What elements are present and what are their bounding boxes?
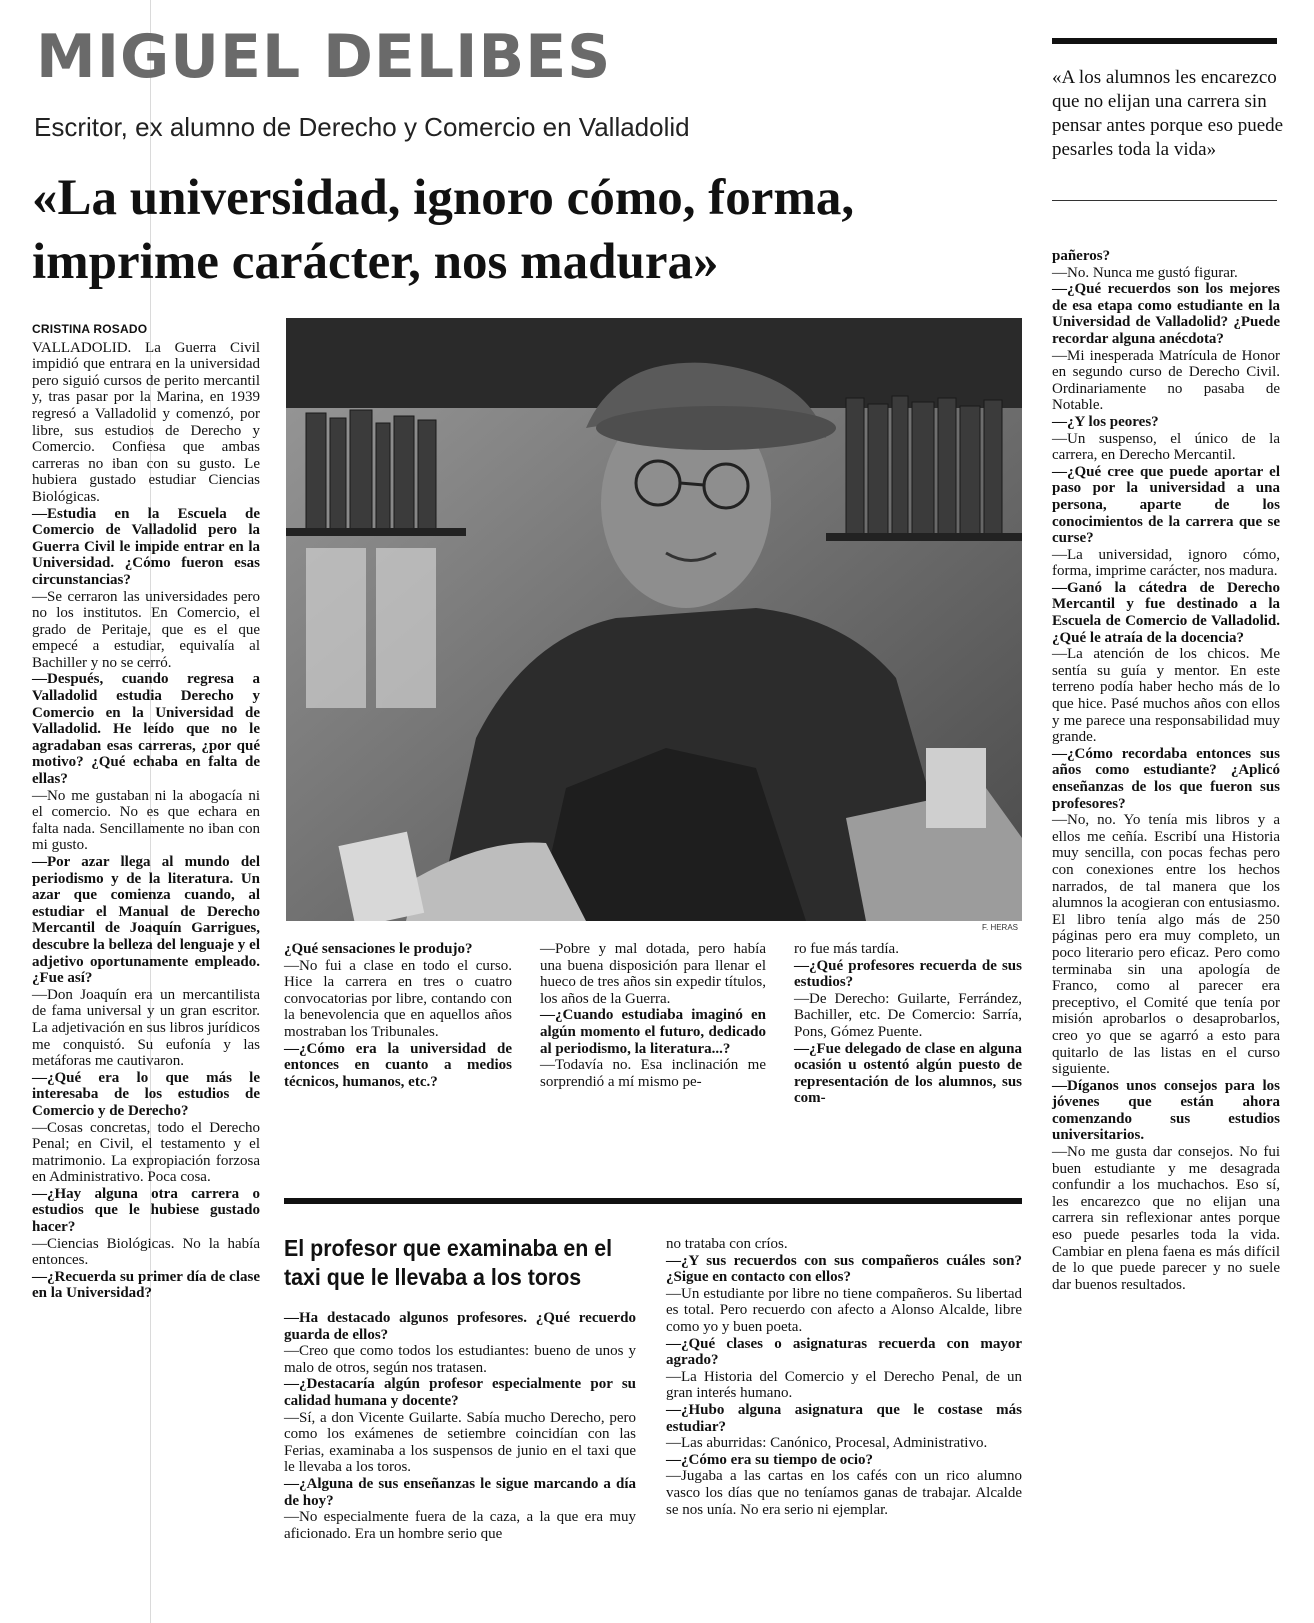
headline: «La universidad, ignoro cómo, forma, imprime carácter, nos madura»	[32, 170, 855, 290]
kicker-name: MIGUEL DELIBES	[36, 22, 612, 92]
question-paragraph: —¿Recuerda su primer día de clase en la Universidad?	[32, 1268, 260, 1302]
question-paragraph: pañeros?	[1052, 248, 1111, 264]
answer-paragraph: ro fue más tardía.	[794, 941, 899, 957]
answer-paragraph: —No especialmente fuera de la caza, a la que era muy aficionado. Era un hombre serio que	[284, 1509, 636, 1542]
answer-paragraph: —Jugaba a las cartas en los cafés con un rico alumno vasco los días que no teníamos ganas de trabajar. Alcalde se nos unía. No era serio ni ejemplar.	[666, 1468, 1022, 1518]
question-paragraph: —Ganó la cátedra de Derecho Mercantil y fue destinado a la Escuela de Comercio de Valladolid. ¿Qué le atraía de la docencia?	[1052, 579, 1280, 646]
answer-paragraph: —Todavía no. Esa inclinación me sorprendió a mí mismo pe-	[540, 1057, 766, 1090]
question-paragraph: —Después, cuando regresa a Valladolid estudia Derecho y Comercio en la Universidad de Valladolid. He leído que no le agradaban esas carreras, ¿por qué motivo? ¿Qué echaba en falta de ellas?	[32, 671, 260, 788]
answer-paragraph: —Mi inesperada Matrícula de Honor en segundo curso de Derecho Civil. Ordinariamente no pasaba de Notable.	[1052, 347, 1280, 414]
question-paragraph: —¿Hubo alguna asignatura que le costase más estudiar?	[666, 1401, 1022, 1435]
question-paragraph: —¿Qué cree que puede aportar el paso por la universidad a una persona, aparte de los conocimientos de la carrera que se curse?	[1052, 463, 1280, 547]
question-paragraph: —¿Cómo recordaba entonces sus años como estudiante? ¿Aplicó enseñanzas de los que fueron sus profesores?	[1052, 745, 1280, 812]
question-paragraph: —Ha destacado algunos profesores. ¿Qué recuerdo guarda de ellos?	[284, 1310, 636, 1343]
answer-paragraph: —De Derecho: Guilarte, Ferrández, Bachiller, etc. De Comercio: Sarría, Pons, Gómez Puente.	[794, 990, 1022, 1040]
sidebar-rule	[284, 1198, 1022, 1204]
sidebar-title: El profesor que examinaba en el taxi que le llevaba a los toros	[284, 1235, 613, 1290]
answer-paragraph: —La universidad, ignoro cómo, forma, imprime carácter, nos madura.	[1052, 546, 1280, 580]
question-paragraph: —Díganos unos consejos para los jóvenes que están ahora comenzando sus estudios universitarios.	[1052, 1077, 1280, 1144]
question-paragraph: —¿Y los peores?	[1052, 413, 1159, 430]
question-paragraph: —¿Fue delegado de clase en alguna ocasión u ostentó algún puesto de representación de los alumnos, sus com-	[794, 1040, 1022, 1107]
answer-paragraph: —Pobre y mal dotada, pero había una buena disposición para llenar el hueco de tres años sin expedir títulos, los años de la Guerra.	[540, 941, 766, 1007]
question-paragraph: —¿Qué recuerdos son los mejores de esa etapa como estudiante en la Universidad de Valladolid? ¿Puede recordar alguna anécdota?	[1052, 281, 1280, 347]
question-paragraph: —¿Cómo era su tiempo de ocio?	[666, 1451, 874, 1468]
answer-paragraph: —Se cerraron las universidades pero no los institutos. En Comercio, el grado de Peritaje, que es el que empecé a estudiar, equivalía al Bachiller y no se cerró.	[32, 588, 260, 671]
question-paragraph: —¿Qué clases o asignaturas recuerda con mayor agrado?	[666, 1335, 1022, 1369]
answer-paragraph: —No. Nunca me gustó figurar.	[1052, 264, 1238, 281]
column-2	[284, 941, 512, 1090]
pull-quote-divider	[1052, 200, 1277, 201]
answer-paragraph: —Cosas concretas, todo el Derecho Penal; en Civil, el testamento y el matrimonio. La expropiación forzosa en Administrativo. Poca cosa.	[32, 1119, 260, 1186]
answer-paragraph: —Un suspenso, el único de la carrera, en Derecho Mercantil.	[1052, 430, 1280, 464]
question-paragraph: —¿Hay alguna otra carrera o estudios que le hubiese gustado hacer?	[32, 1185, 260, 1236]
question-paragraph: —Estudia en la Escuela de Comercio de Valladolid pero la Guerra Civil le impide entrar en la Universidad. ¿Cómo fueron esas circunstancias?	[32, 505, 260, 588]
answer-paragraph: —Sí, a don Vicente Guilarte. Sabía mucho Derecho, pero como los exámenes de setiembre coincidían con las Ferias, examinaba a los suspensos de junio en el taxi que le llevaba a los toros.	[284, 1409, 636, 1476]
question-paragraph: —¿Destacaría algún profesor especialmente por su calidad humana y docente?	[284, 1376, 636, 1409]
answer-paragraph: —No fui a clase en todo el curso. Hice la carrera en tres o cuatro convocatorias por libre, contando con la benevolencia que en aquellos años mostraban los Tribunales.	[284, 957, 512, 1040]
question-paragraph: ¿Qué sensaciones le produjo?	[284, 941, 473, 957]
photo-credit: F. HERAS	[982, 923, 1019, 932]
portrait-photo	[286, 318, 1022, 921]
answer-paragraph: —Las aburridas: Canónico, Procesal, Administrativo.	[666, 1435, 988, 1452]
sidebar-column-right	[666, 1236, 1022, 1518]
question-paragraph: —¿Cuando estudiaba imaginó en algún momento el futuro, dedicado al periodismo, la literatura...?	[540, 1007, 766, 1057]
question-paragraph: —¿Qué era lo que más le interesaba de los estudios de Comercio y de Derecho?	[32, 1069, 260, 1119]
sidebar-column-left	[284, 1310, 636, 1542]
answer-paragraph: no trataba con críos.	[666, 1236, 788, 1252]
subtitle: Escritor, ex alumno de Derecho y Comercio en Valladolid	[34, 112, 690, 142]
answer-paragraph: —Ciencias Biológicas. No la había entonces.	[32, 1235, 260, 1269]
question-paragraph: —¿Cómo era la universidad de entonces en cuanto a medios técnicos, humanos, etc.?	[284, 1040, 512, 1090]
question-paragraph: —Por azar llega al mundo del periodismo y de la literatura. Un azar que comienza cuando, al estudiar el Manual de Derecho Mercantil de Joaquín Garrigues, descubre la belleza del lenguaje y el adjetivo oportunamente empleado. ¿Fue así?	[32, 854, 260, 987]
question-paragraph: —¿Y sus recuerdos con sus compañeros cuáles son? ¿Sigue en contacto con ellos?	[666, 1252, 1022, 1286]
answer-paragraph: —La Historia del Comercio y el Derecho Penal, de un gran interés humano.	[666, 1368, 1022, 1402]
answer-paragraph: —Un estudiante por libre no tiene compañeros. Su libertad es total. Pero recuerdo con afecto a Alonso Alcalde, libre como yo y buen poeta.	[666, 1285, 1022, 1335]
column-3	[540, 941, 766, 1090]
answer-paragraph: —Creo que como todos los estudiantes: bueno de unos y malo de otros, según nos tratasen.	[284, 1343, 636, 1376]
byline: CRISTINA ROSADO	[32, 322, 148, 336]
answer-paragraph: —Don Joaquín era un mercantilista de fama universal y un gran escritor. La adjetivación en sus libros jurídicos me conquistó. Su eufonía y las metáforas me cautivaron.	[32, 986, 260, 1070]
answer-paragraph: —No me gustaban ni la abogacía ni el comercio. No es que echara en falta nada. Sencillamente no iban con mi gusto.	[32, 787, 260, 854]
column-4	[794, 941, 1022, 1107]
pull-quote: «A los alumnos les encarezco que no elijan una carrera sin pensar antes porque eso puede pesarles toda la vida»	[1052, 67, 1284, 160]
column-1	[32, 321, 260, 1302]
answer-paragraph: —No me gusta dar consejos. No fui buen estudiante y me desagrada confundir a los muchachos. Eso sí, les encarezco que no elijan una carrera sin reflexionar antes porque eso puede pesarles toda la vida. Cambiar en plena faena es más difícil de lo que puede parecer y no suele dar buenos resultados.	[1052, 1144, 1280, 1293]
pull-quote-rule	[1052, 38, 1277, 44]
answer-paragraph: VALLADOLID. La Guerra Civil impidió que entrara en la universidad pero siguió cursos de perito mercantil y, tras pasar por la Marina, en 1939 regresó a Valladolid y comenzó, por libre, sus estudios de Derecho y Comercio. Confiesa que ambas carreras no iban con su gusto. Le hubiera gustado estudiar Ciencias Biológicas.	[32, 339, 260, 505]
question-paragraph: —¿Alguna de sus enseñanzas le sigue marcando a día de hoy?	[284, 1475, 636, 1509]
column-5	[1052, 248, 1280, 1293]
question-paragraph: —¿Qué profesores recuerda de sus estudios?	[794, 957, 1022, 991]
answer-paragraph: —No, no. Yo tenía mis libros y a ellos me ceñía. Escribí una Historia muy sencilla, con pocas fechas pero con conexiones entre los hechos narrados, de tal manera que los alumnos la acogieran con entusiasmo. El libro tenía algo más de 250 páginas pero era muy completo, un poco literario pero eficaz. Pero como terminaba sin una apología de Franco, como al parecer era preceptivo, el Comité que tenía por misión aprobarlos o desaprobarlos, creo yo que se agarró a esto para quitarlo de las listas en el curso siguiente.	[1052, 812, 1280, 1078]
answer-paragraph: —La atención de los chicos. Me sentía su guía y mentor. En este terreno podía haber hecho más de lo que hice. Pasé muchos años con ellos y me parece una responsabilidad muy grande.	[1052, 646, 1280, 746]
